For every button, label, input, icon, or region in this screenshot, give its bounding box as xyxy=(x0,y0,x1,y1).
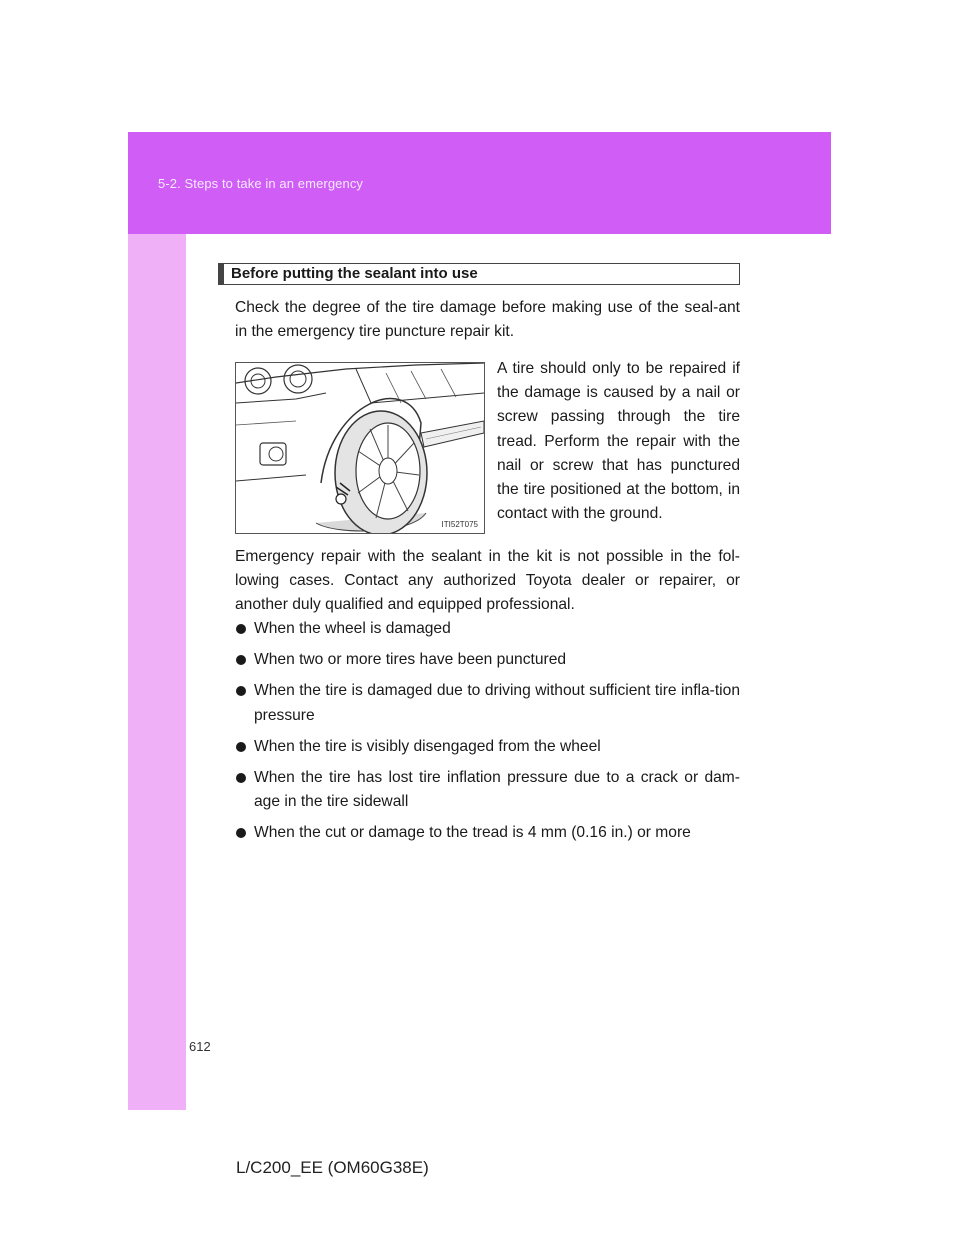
figure-description: A tire should only to be repaired if the damage is caused by a nail or screw passing through the tire tread. Perform the repair with the nail or screw that has punctured the tire positioned at the bottom, in contact with the ground. xyxy=(497,360,740,523)
side-band xyxy=(128,234,186,1110)
section-heading: Before putting the sealant into use xyxy=(218,263,740,285)
bullet-icon xyxy=(236,686,246,696)
bullet-icon xyxy=(236,773,246,783)
list-item: When the wheel is damaged xyxy=(235,617,740,641)
page-number: 612 xyxy=(189,1039,211,1054)
list-item: When the tire is damaged due to driving without sufficient tire infla-tion pressure xyxy=(235,679,740,727)
cases-paragraph: Emergency repair with the sealant in the kit is not possible in the fol-lowing cases. Contact any authorized Toyota dealer or repairer, or another duly qualified and equipped professional. xyxy=(235,548,740,614)
bullet-icon xyxy=(236,624,246,634)
list-item: When the cut or damage to the tread is 4 mm (0.16 in.) or more xyxy=(235,821,740,845)
car-wheel-drawing xyxy=(236,363,484,533)
figure-code: ITI52T075 xyxy=(441,520,478,529)
tire-puncture-illustration xyxy=(235,362,485,534)
bullet-icon xyxy=(236,655,246,665)
list-item: When the tire is visibly disengaged from the wheel xyxy=(235,735,740,759)
manual-code: L/C200_EE (OM60G38E) xyxy=(236,1158,429,1177)
cases-list xyxy=(235,617,740,853)
list-item: When two or more tires have been punctured xyxy=(235,648,740,672)
bullet-icon xyxy=(236,742,246,752)
bullet-icon xyxy=(236,828,246,838)
intro-paragraph: Check the degree of the tire damage before making use of the seal-ant in the emergency tire puncture repair kit. xyxy=(235,299,740,341)
list-item: When the tire has lost tire inflation pressure due to a crack or dam-age in the tire sidewall xyxy=(235,766,740,814)
section-breadcrumb: 5-2. Steps to take in an emergency xyxy=(158,176,364,191)
